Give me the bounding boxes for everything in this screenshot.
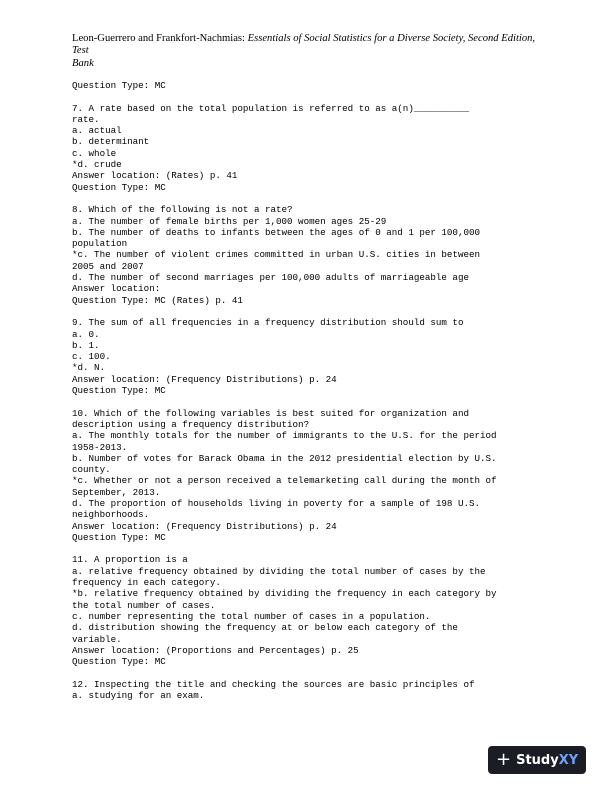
- text-line: 2005 and 2007: [72, 260, 144, 272]
- text-line: [72, 396, 542, 407]
- text-line: [72, 306, 542, 317]
- text-line: a. relative frequency obtained by dividing the total number of cases by the: [72, 565, 486, 577]
- text-line: 11. A proportion is a: [72, 554, 188, 566]
- text-line: b. Number of votes for Barack Obama in the 2012 presidential election by U.S.: [72, 452, 497, 464]
- text-line: county.: [72, 464, 111, 476]
- text-line: a. actual: [72, 125, 122, 137]
- text-line: *d. crude: [72, 159, 122, 171]
- text-line: description using a frequency distribution?: [72, 418, 310, 430]
- text-line: 8. Which of the following is not a rate?: [72, 204, 293, 216]
- text-line: *c. The number of violent crimes committed in urban U.S. cities in between: [72, 249, 480, 261]
- text-line: *d. N.: [72, 362, 106, 374]
- text-line: Answer location: (Frequency Distributions) p. 24: [72, 520, 337, 532]
- text-line: variable.: [72, 633, 122, 645]
- text-line: September, 2013.: [72, 486, 161, 498]
- text-line: a. The monthly totals for the number of immigrants to the U.S. for the period: [72, 430, 497, 442]
- text-line: b. determinant: [72, 136, 150, 148]
- text-line: [72, 667, 542, 678]
- text-line: Question Type: MC: [72, 656, 166, 668]
- text-line: the total number of cases.: [72, 599, 216, 611]
- header-title: Essentials of Social Statistics for a Diverse Society, Second Edition, Test: [72, 33, 536, 57]
- text-line: a. studying for an exam.: [72, 690, 205, 702]
- question-text-body: [72, 80, 542, 701]
- text-line: Question Type: MC: [72, 385, 166, 397]
- text-line: Answer location:: [72, 283, 161, 295]
- page-header: [72, 33, 542, 70]
- text-line: population: [72, 238, 128, 250]
- text-line: [72, 193, 542, 204]
- brand-study: Study: [516, 752, 559, 768]
- text-line: d. The proportion of households living in poverty for a sample of 198 U.S.: [72, 497, 480, 509]
- text-line: c. 100.: [72, 351, 111, 363]
- text-line: c. number representing the total number of cases in a population.: [72, 610, 431, 622]
- plus-icon: +: [496, 749, 512, 770]
- text-line: [72, 543, 542, 554]
- text-line: Question Type: MC: [72, 181, 166, 193]
- text-line: c. whole: [72, 147, 117, 159]
- text-line: b. The number of deaths to infants between the ages of 0 and 1 per 100,000: [72, 226, 480, 238]
- text-line: 7. A rate based on the total population is referred to as a(n)__________: [72, 102, 469, 114]
- text-line: Answer location: (Frequency Distributions) p. 24: [72, 373, 337, 385]
- text-line: neighborhoods.: [72, 509, 150, 521]
- text-line: 12. Inspecting the title and checking the sources are basic principles of: [72, 678, 475, 690]
- text-line: *c. Whether or not a person received a telemarketing call during the month of: [72, 475, 497, 487]
- header-authors: Leon-Guerrero and Frankfort-Nachmias:: [72, 33, 248, 44]
- text-line: 1958-2013.: [72, 441, 128, 453]
- text-line: a. The number of female births per 1,000 women ages 25-29: [72, 215, 387, 227]
- text-line: 9. The sum of all frequencies in a frequency distribution should sum to: [72, 317, 464, 329]
- text-line: Question Type: MC: [72, 80, 166, 91]
- text-line: Answer location: (Proportions and Percentages) p. 25: [72, 644, 359, 656]
- text-line: d. distribution showing the frequency at or below each category of the: [72, 622, 458, 634]
- text-line: frequency in each category.: [72, 577, 221, 589]
- text-line: *b. relative frequency obtained by dividing the frequency in each category by: [72, 588, 497, 600]
- text-line: a. 0.: [72, 328, 100, 340]
- brand-xy: XY: [558, 752, 579, 768]
- text-line: Question Type: MC: [72, 531, 166, 543]
- text-line: Question Type: MC (Rates) p. 41: [72, 294, 243, 306]
- studyxy-badge[interactable]: [488, 746, 586, 774]
- text-line: d. The number of second marriages per 100,000 adults of marriageable age: [72, 272, 469, 284]
- text-line: 10. Which of the following variables is best suited for organization and: [72, 407, 469, 419]
- text-line: rate.: [72, 113, 100, 125]
- text-line: [72, 91, 542, 102]
- text-line: b. 1.: [72, 339, 100, 351]
- text-line: Answer location: (Rates) p. 41: [72, 170, 238, 182]
- header-title-cont: Bank: [72, 57, 94, 69]
